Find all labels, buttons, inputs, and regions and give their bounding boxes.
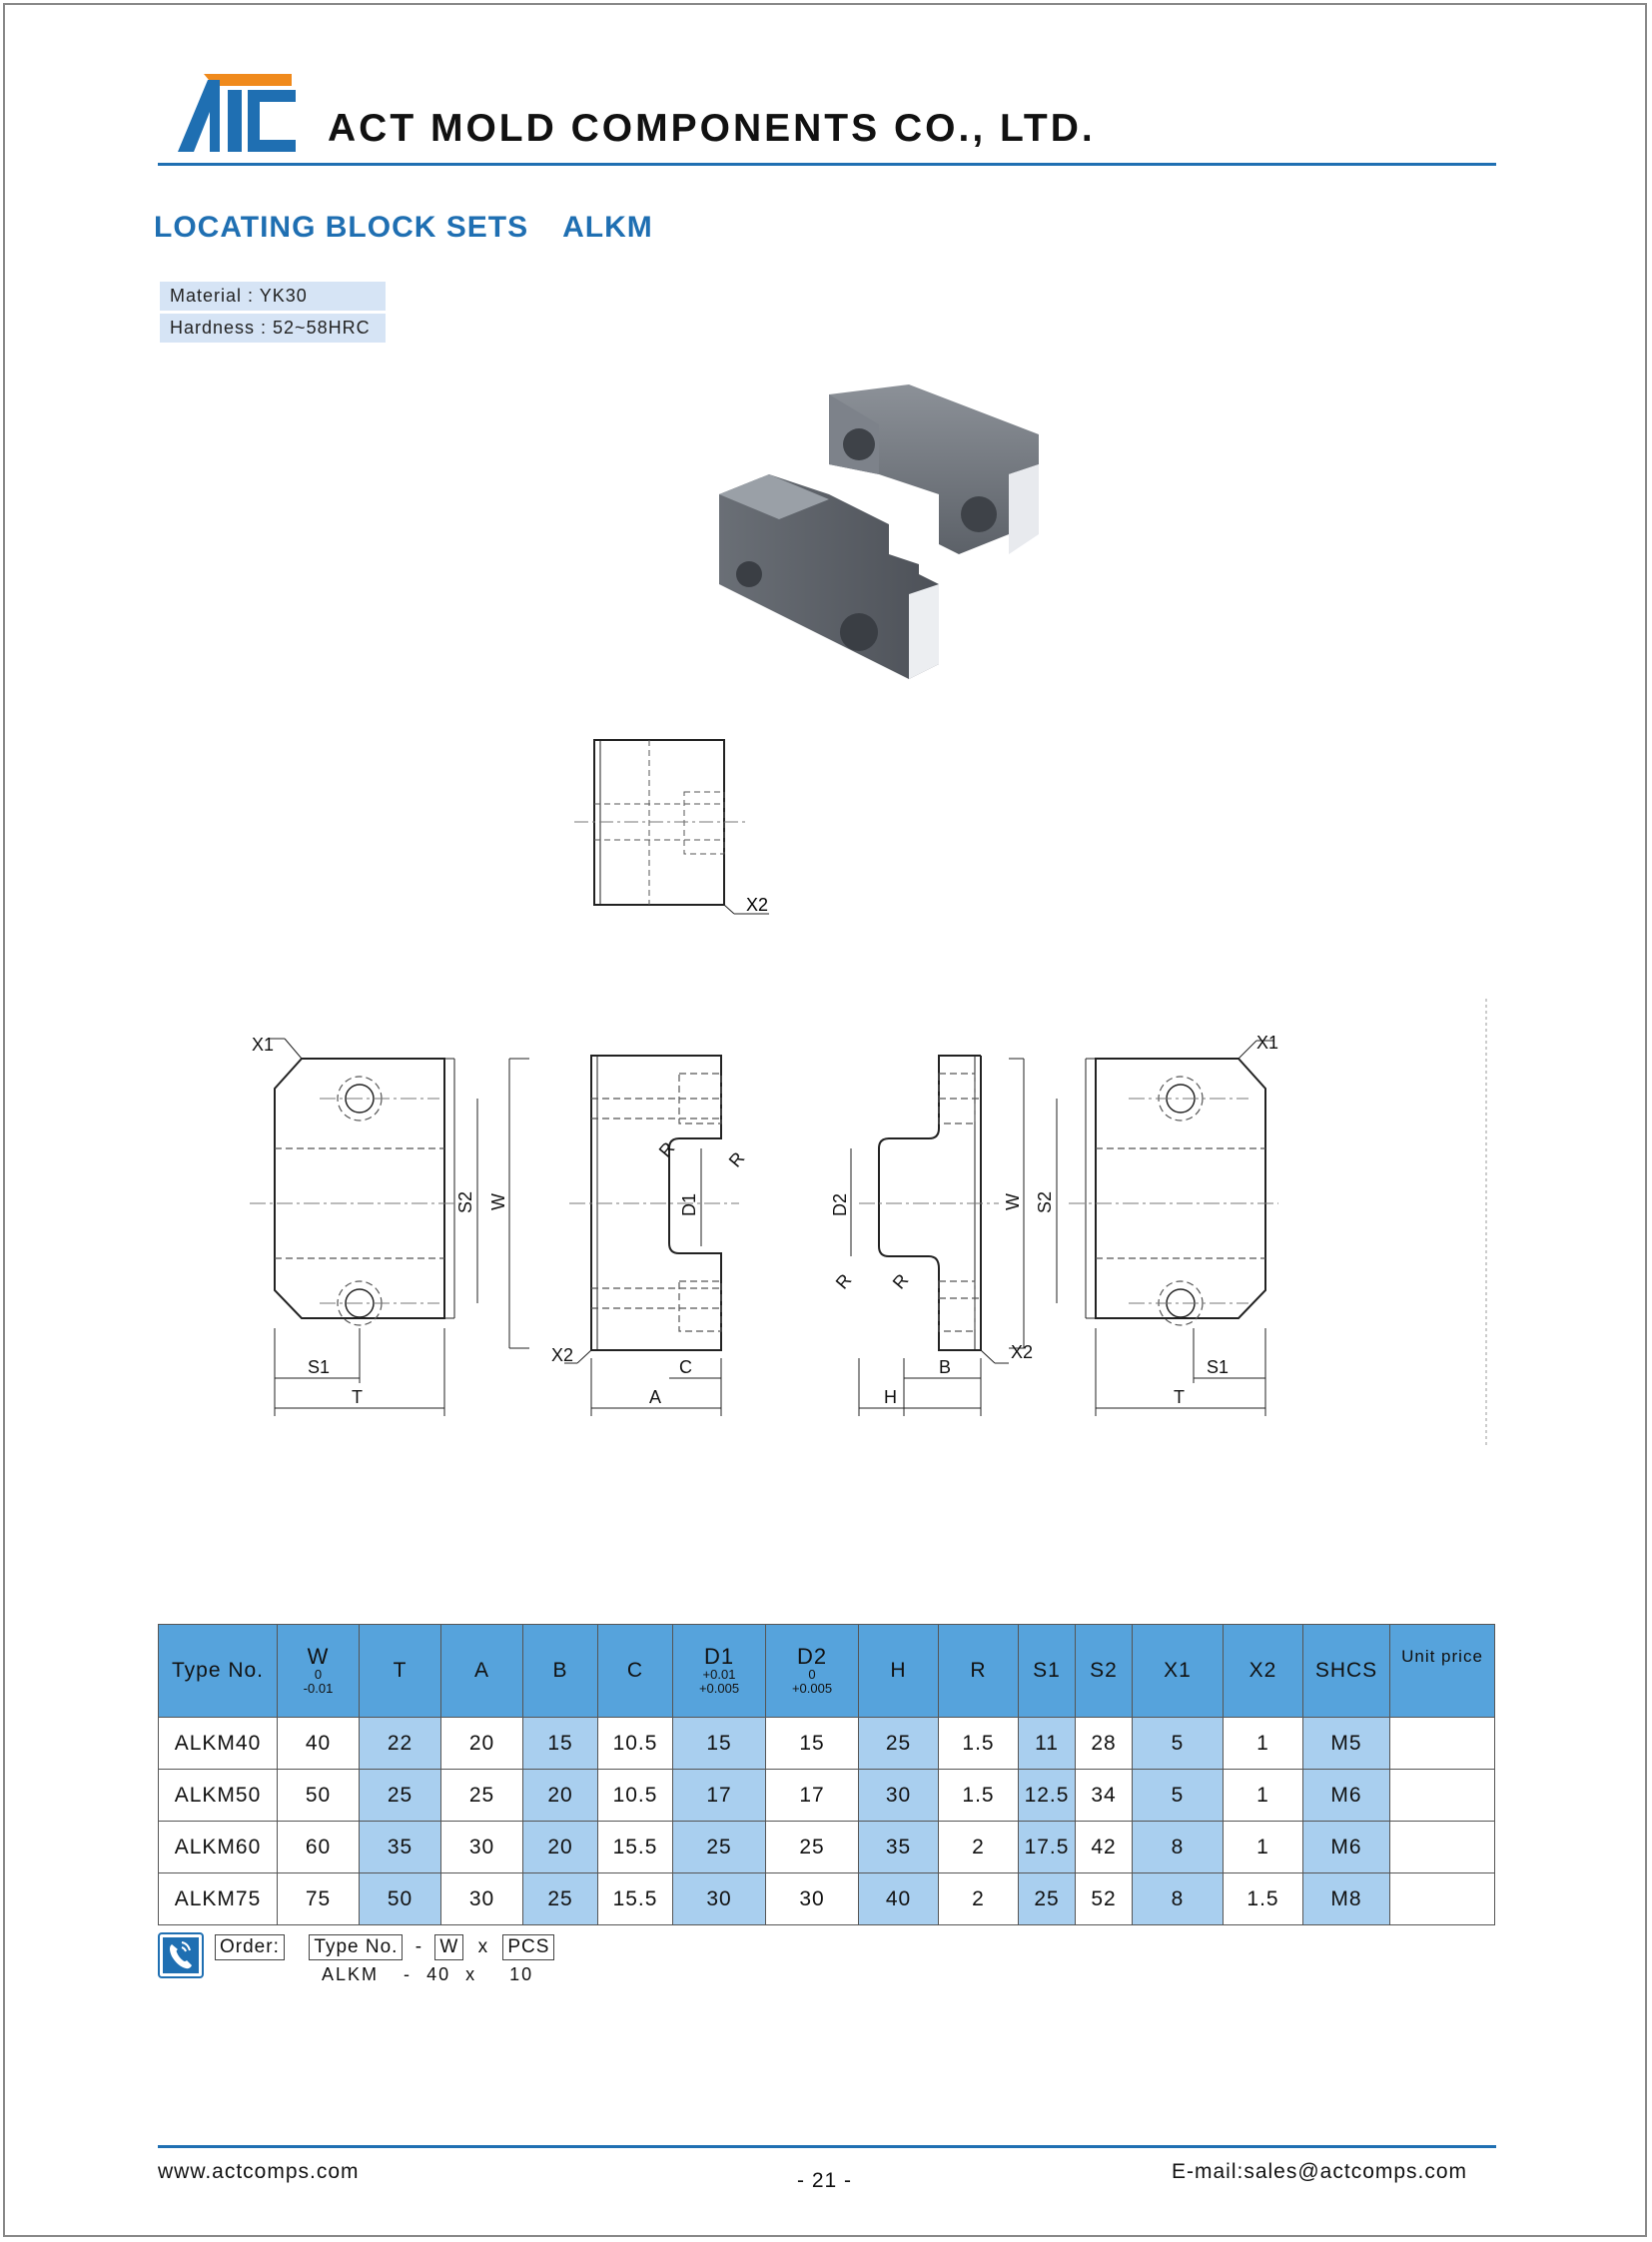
table-cell: 52 <box>1076 1873 1133 1925</box>
label-s2-right: S2 <box>1035 1190 1055 1213</box>
table-cell: 40 <box>278 1718 360 1770</box>
table-header-row <box>159 1625 1495 1718</box>
order-example-w: 40 <box>426 1964 451 1984</box>
table-cell: ALKM50 <box>159 1770 278 1822</box>
label-w-right: W <box>1003 1193 1023 1210</box>
table-cell: 15 <box>766 1718 859 1770</box>
label-b: B <box>939 1357 952 1377</box>
table-cell: 1 <box>1224 1822 1303 1873</box>
table-cell: 15.5 <box>598 1873 673 1925</box>
table-cell: 17 <box>673 1770 766 1822</box>
table-cell: 35 <box>360 1822 441 1873</box>
header-b: B <box>523 1625 598 1718</box>
table-cell: 2 <box>939 1822 1019 1873</box>
footer-rule <box>158 2145 1496 2148</box>
label-x2-view2: X2 <box>551 1345 574 1365</box>
table-cell: 17 <box>766 1770 859 1822</box>
table-cell: 12.5 <box>1019 1770 1076 1822</box>
table-cell: ALKM75 <box>159 1873 278 1925</box>
header-d2: D2 0 +0.005 <box>766 1625 859 1718</box>
table-cell: 17.5 <box>1019 1822 1076 1873</box>
table-cell: 1 <box>1224 1770 1303 1822</box>
table-cell: 1.5 <box>1224 1873 1303 1925</box>
header-rule <box>158 163 1496 166</box>
footer-website: www.actcomps.com <box>158 2160 360 2183</box>
table-cell: 20 <box>523 1770 598 1822</box>
table-cell: 25 <box>859 1718 939 1770</box>
table-cell: 42 <box>1076 1822 1133 1873</box>
order-pcs-box: PCS <box>502 1934 554 1960</box>
table-cell: M6 <box>1303 1770 1390 1822</box>
table-cell: 8 <box>1133 1822 1224 1873</box>
table-cell: 30 <box>441 1822 523 1873</box>
table-cell: 5 <box>1133 1718 1224 1770</box>
label-x1-right: X1 <box>1256 1033 1279 1053</box>
header-t: T <box>360 1625 441 1718</box>
table-cell: 25 <box>1019 1873 1076 1925</box>
table-cell: 11 <box>1019 1718 1076 1770</box>
order-example-x: x <box>465 1964 477 1984</box>
table-cell: 50 <box>360 1873 441 1925</box>
table-row <box>159 1718 1495 1770</box>
order-type-box: Type No. <box>309 1934 403 1960</box>
header-type: Type No. <box>159 1625 278 1718</box>
product-title <box>154 211 653 245</box>
label-d2: D2 <box>830 1192 850 1216</box>
label-r-2: R <box>724 1147 749 1171</box>
table-cell: 30 <box>673 1873 766 1925</box>
table-cell: 75 <box>278 1873 360 1925</box>
table-cell: 30 <box>441 1873 523 1925</box>
order-example <box>322 1964 533 1985</box>
footer-email: E-mail:sales@actcomps.com <box>1172 2160 1468 2183</box>
label-s1-left: S1 <box>308 1357 331 1377</box>
label-d1: D1 <box>679 1192 699 1216</box>
table-cell: 30 <box>766 1873 859 1925</box>
phone-icon <box>158 1932 204 1978</box>
header-unit-price: Unit price <box>1390 1625 1495 1718</box>
label-r-3: R <box>831 1269 856 1293</box>
table-cell: M8 <box>1303 1873 1390 1925</box>
header-w: W 0 -0.01 <box>278 1625 360 1718</box>
table-cell: 25 <box>766 1822 859 1873</box>
table-cell: 20 <box>441 1718 523 1770</box>
product-photo <box>709 384 1049 684</box>
label-r-1: R <box>654 1137 679 1161</box>
label-c: C <box>679 1357 692 1377</box>
table-cell: 10.5 <box>598 1718 673 1770</box>
table-cell: M5 <box>1303 1718 1390 1770</box>
table-cell <box>1390 1873 1495 1925</box>
header-c: C <box>598 1625 673 1718</box>
label-t-left: T <box>352 1387 363 1407</box>
header-h: H <box>859 1625 939 1718</box>
table-cell: 15 <box>673 1718 766 1770</box>
table-cell <box>1390 1770 1495 1822</box>
table-cell: ALKM40 <box>159 1718 278 1770</box>
dimensions-table <box>158 1624 1495 1925</box>
header-r: R <box>939 1625 1019 1718</box>
order-example-pcs: 10 <box>509 1964 534 1984</box>
table-cell: 30 <box>859 1770 939 1822</box>
table-cell: 15 <box>523 1718 598 1770</box>
table-cell: 25 <box>441 1770 523 1822</box>
order-w-box: W <box>434 1934 463 1960</box>
table-cell: 1 <box>1224 1718 1303 1770</box>
table-row <box>159 1822 1495 1873</box>
table-cell: 1.5 <box>939 1770 1019 1822</box>
label-t-right: T <box>1174 1387 1185 1407</box>
header-x1: X1 <box>1133 1625 1224 1718</box>
header-s2: S2 <box>1076 1625 1133 1718</box>
product-code: ALKM <box>562 211 653 244</box>
product-name: LOCATING BLOCK SETS <box>154 211 529 244</box>
hardness-spec: Hardness : 52~58HRC <box>160 314 386 343</box>
label-r-4: R <box>888 1269 913 1293</box>
label-w-left: W <box>488 1193 508 1210</box>
table-cell: 5 <box>1133 1770 1224 1822</box>
order-example-dash: - <box>404 1964 413 1984</box>
label-h: H <box>884 1387 897 1407</box>
table-cell: 8 <box>1133 1873 1224 1925</box>
company-logo <box>176 72 298 154</box>
table-cell: 50 <box>278 1770 360 1822</box>
technical-drawing <box>240 999 1508 1458</box>
table-cell: 35 <box>859 1822 939 1873</box>
header-a: A <box>441 1625 523 1718</box>
table-cell <box>1390 1718 1495 1770</box>
table-cell: 25 <box>673 1822 766 1873</box>
table-cell: 15.5 <box>598 1822 673 1873</box>
table-cell: 60 <box>278 1822 360 1873</box>
header-x2: X2 <box>1224 1625 1303 1718</box>
page-number: - 21 - <box>797 2169 853 2192</box>
table-cell <box>1390 1822 1495 1873</box>
header-shcs: SHCS <box>1303 1625 1390 1718</box>
top-view-drawing <box>574 734 789 924</box>
label-x2-view3: X2 <box>1011 1342 1034 1362</box>
table-row <box>159 1770 1495 1822</box>
table-row <box>159 1873 1495 1925</box>
table-cell: 40 <box>859 1873 939 1925</box>
label-s1-right: S1 <box>1207 1357 1230 1377</box>
material-spec: Material : YK30 <box>160 282 386 311</box>
label-a: A <box>649 1387 662 1407</box>
label-s2-left: S2 <box>455 1190 475 1213</box>
order-example-type: ALKM <box>322 1964 380 1984</box>
order-line <box>215 1934 554 1960</box>
company-name: ACT MOLD COMPONENTS CO., LTD. <box>328 107 1096 150</box>
order-x: x <box>477 1936 489 1957</box>
table-cell: 10.5 <box>598 1770 673 1822</box>
table-cell: M6 <box>1303 1822 1390 1873</box>
table-cell: 20 <box>523 1822 598 1873</box>
table-cell: 34 <box>1076 1770 1133 1822</box>
table-cell: 1.5 <box>939 1718 1019 1770</box>
table-cell: 22 <box>360 1718 441 1770</box>
table-cell: ALKM60 <box>159 1822 278 1873</box>
label-x2-top: X2 <box>746 895 769 915</box>
table-cell: 2 <box>939 1873 1019 1925</box>
header-d1: D1 +0.01 +0.005 <box>673 1625 766 1718</box>
table-body <box>159 1718 1495 1925</box>
order-label: Order: <box>215 1934 285 1960</box>
label-x1-left: X1 <box>252 1035 275 1055</box>
table-cell: 28 <box>1076 1718 1133 1770</box>
order-dash: - <box>414 1936 423 1957</box>
table-cell: 25 <box>360 1770 441 1822</box>
header-s1: S1 <box>1019 1625 1076 1718</box>
table-cell: 25 <box>523 1873 598 1925</box>
